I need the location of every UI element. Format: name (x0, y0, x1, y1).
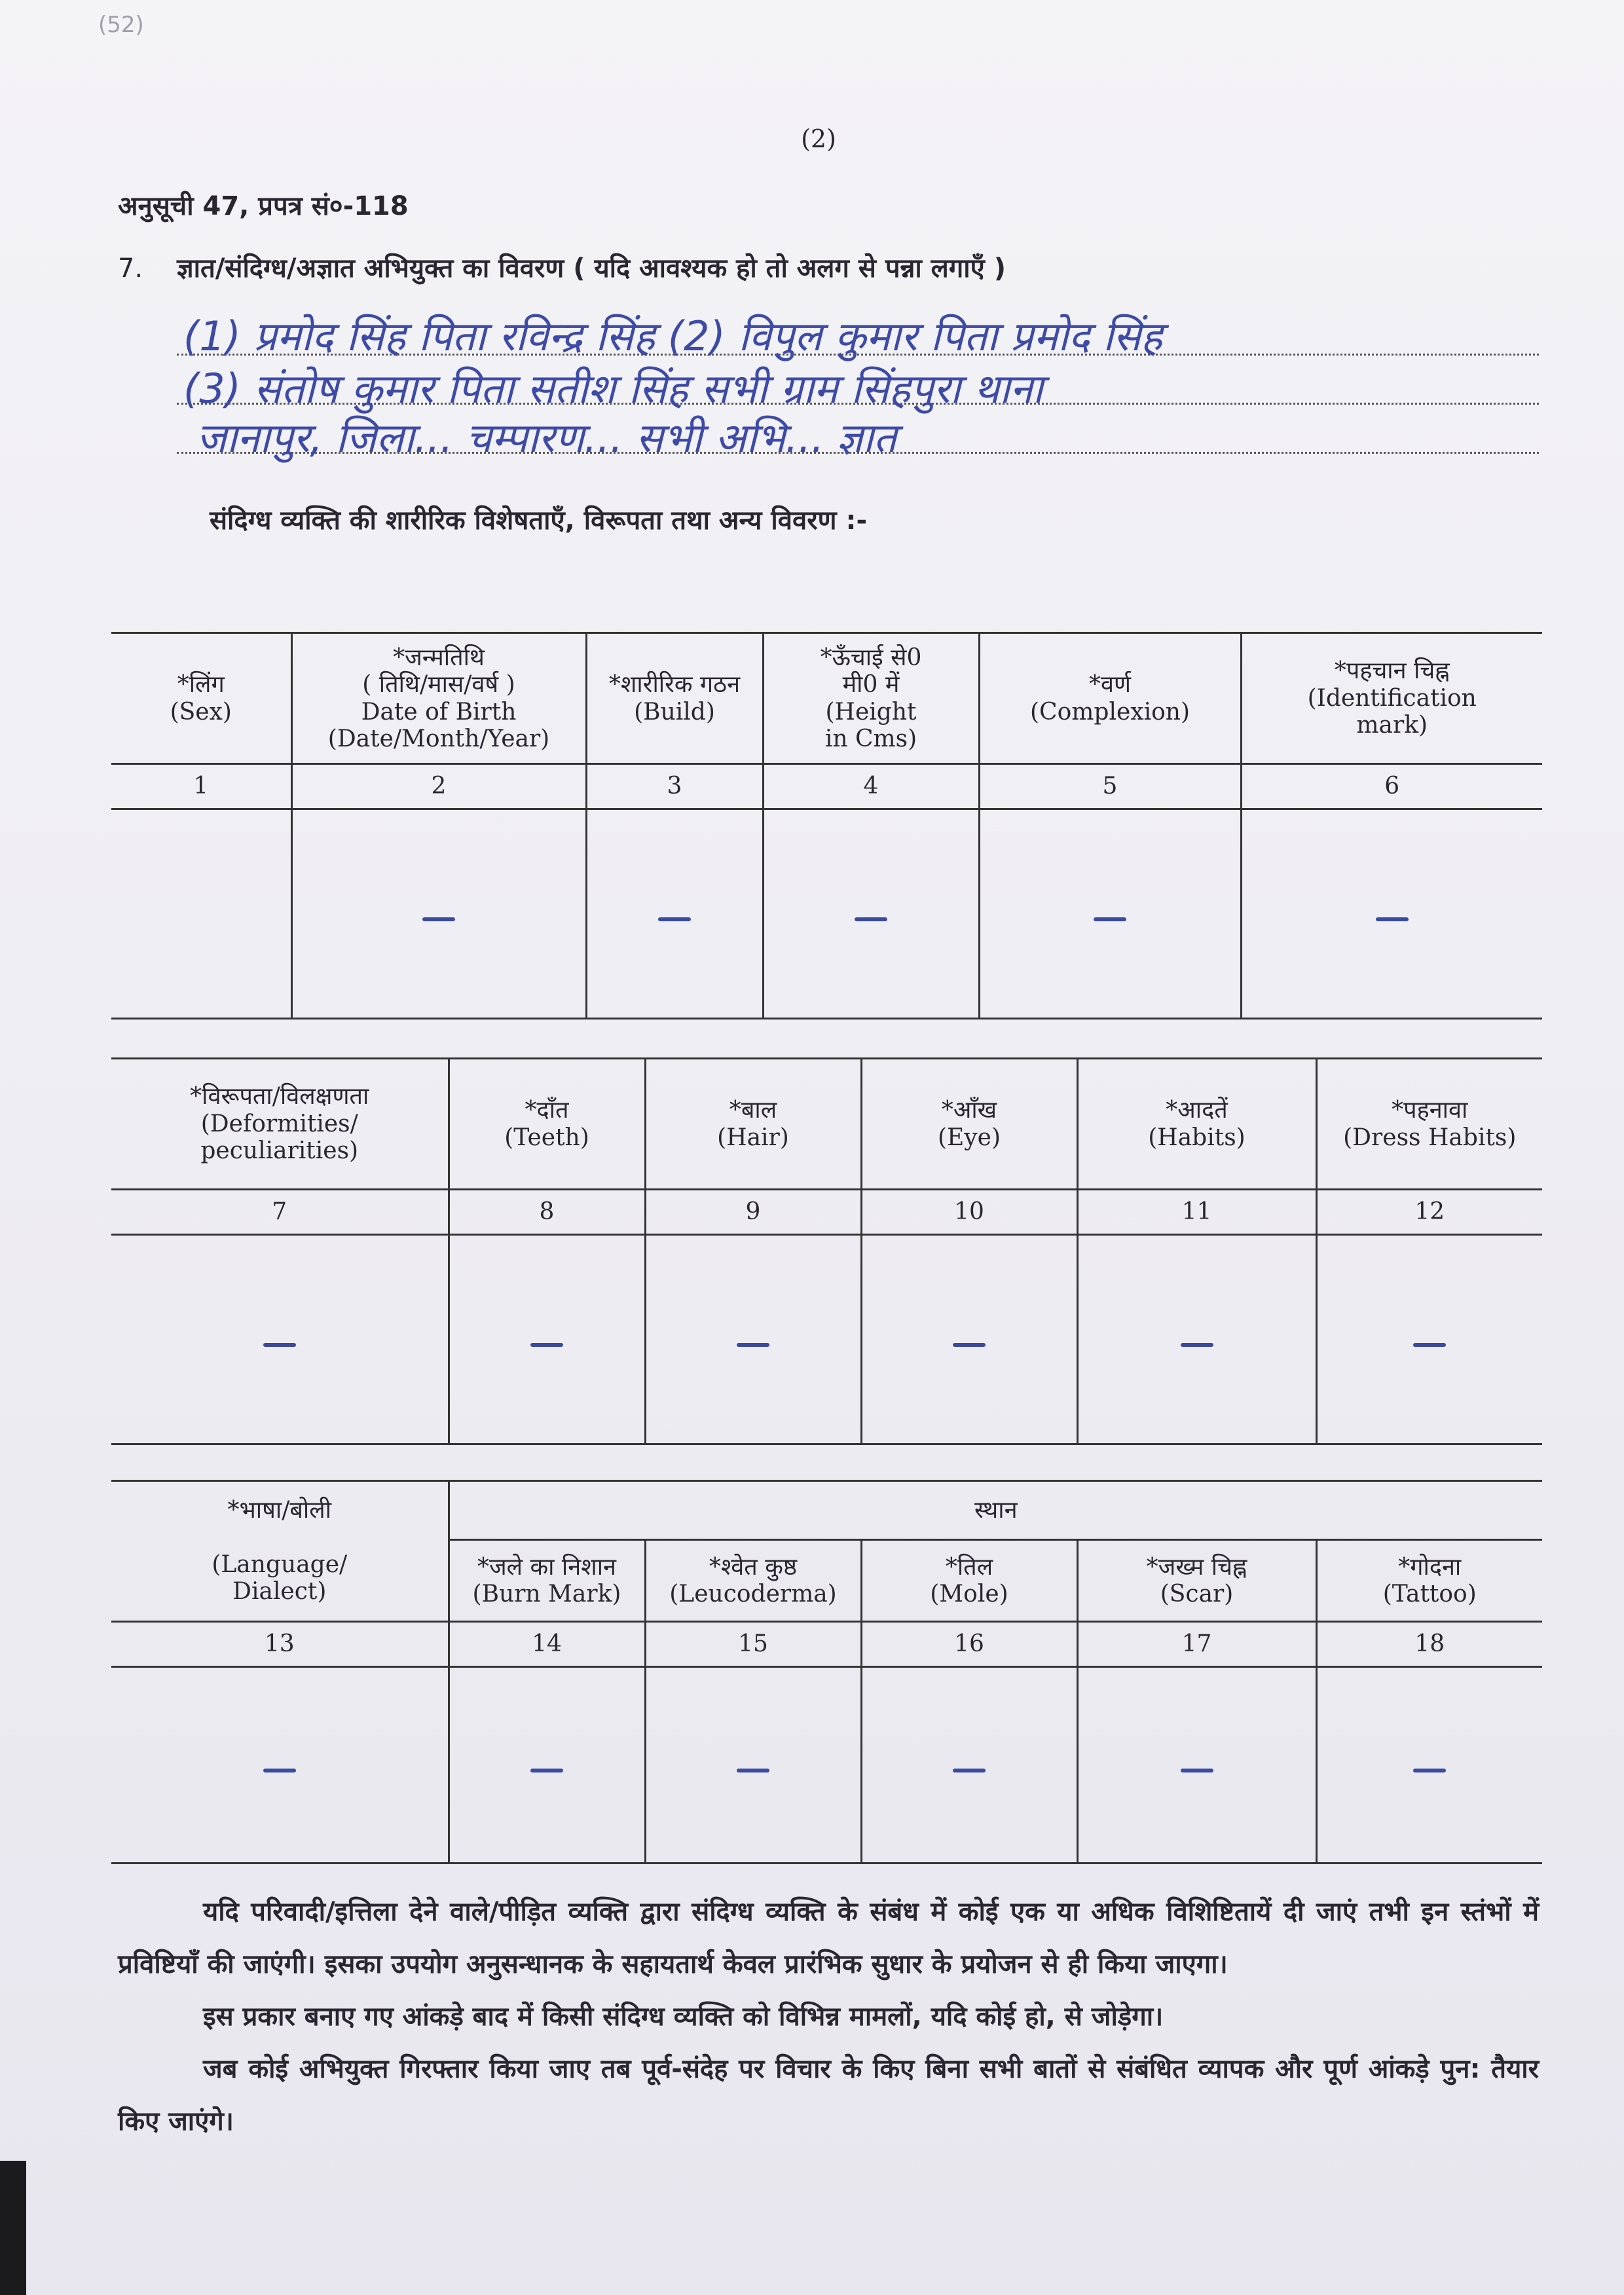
footer-paragraph: जब कोई अभियुक्त गिरफ्तार किया जाए तब पूर्व-संदेह पर विचार के किए बिना सभी बातों से संबंधित व्यापक और पूर्ण आंकड़े पुन: तैयार किए जाएंगे। (118, 2054, 1539, 2137)
col-number: 14 (449, 1622, 645, 1667)
header-burn-mark: *जले का निशान (Burn Mark) (449, 1540, 645, 1622)
cell-leucoderma (645, 1667, 861, 1864)
col-number: 9 (645, 1190, 861, 1235)
dash-mark (953, 1343, 986, 1347)
section-7-heading (118, 249, 1006, 285)
header-dob: *जन्मतिथि ( तिथि/मास/वर्ष ) Date of Birth (Date/Month/Year) (291, 633, 586, 764)
dash-mark (1376, 917, 1409, 921)
header-mole: *तिल (Mole) (861, 1540, 1077, 1622)
cell-teeth (449, 1235, 645, 1444)
cell-dress-habits (1316, 1235, 1542, 1444)
cell-dob (291, 809, 586, 1019)
header-complexion: *वर्ण (Complexion) (979, 633, 1241, 764)
corner-note: (52) (98, 12, 144, 38)
cell-habits (1077, 1235, 1316, 1444)
col-number: 8 (449, 1190, 645, 1235)
dash-mark (1413, 1343, 1446, 1347)
col-number: 4 (763, 764, 979, 809)
col-number: 3 (586, 764, 763, 809)
handwritten-line-2: (3) संतोष कुमार पिता सतीश सिंह सभी ग्राम सिंहपुरा थाना (183, 365, 1043, 413)
col-number: 5 (979, 764, 1241, 809)
cell-tattoo (1316, 1667, 1542, 1864)
dash-mark (658, 917, 691, 921)
cell-complexion (979, 809, 1241, 1019)
dash-mark (1181, 1343, 1213, 1347)
cell-deformities (111, 1235, 449, 1444)
col-number: 7 (111, 1190, 449, 1235)
header-teeth: *दाँत (Teeth) (449, 1059, 645, 1190)
scan-edge (0, 2161, 26, 2295)
schedule-title: अनुसूची 47, प्रपत्र सं०-118 (118, 191, 409, 221)
section-number: 7. (118, 253, 143, 284)
footer-paragraph: यदि परिवादी/इत्तिला देने वाले/पीड़ित व्यक्ति द्वारा संदिग्ध व्यक्ति के संबंध में कोई एक या अधिक विशिष्टितायें दी जाएं तभी इन स्तंभों में प्रविष्टियाँ की जाएंगी। इसका उपयोग अनुसन्धानक के सहायतार्थ केवल प्रारंभिक सुधार के प्रयोजन से ही किया जाएगा। (118, 1897, 1539, 1979)
dash-mark (855, 917, 887, 921)
dash-mark (1181, 1769, 1213, 1772)
table-physical-1 (111, 632, 1542, 1019)
col-number: 13 (111, 1622, 449, 1667)
col-number: 6 (1241, 764, 1542, 809)
col-number: 11 (1077, 1190, 1316, 1235)
dash-mark (530, 1343, 563, 1347)
page-number: (2) (801, 124, 836, 153)
physical-features-heading: संदिग्ध व्यक्ति की शारीरिक विशेषताएँ, विरूपता तथा अन्य विवरण :- (210, 505, 868, 536)
header-scar: *जख्म चिह्न (Scar) (1077, 1540, 1316, 1622)
header-leucoderma: *श्वेत कुष्ठ (Leucoderma) (645, 1540, 861, 1622)
col-number: 18 (1316, 1622, 1542, 1667)
header-height: *ऊँचाई से0 मी0 में (Height in Cms) (763, 633, 979, 764)
col-number: 2 (291, 764, 586, 809)
dash-mark (1094, 917, 1126, 921)
header-habits: *आदतें (Habits) (1077, 1059, 1316, 1190)
cell-mole (861, 1667, 1077, 1864)
header-build: *शारीरिक गठन (Build) (586, 633, 763, 764)
dash-mark (737, 1343, 769, 1347)
col-number: 15 (645, 1622, 861, 1667)
col-number: 12 (1316, 1190, 1542, 1235)
dash-mark (953, 1769, 986, 1772)
cell-height (763, 809, 979, 1019)
handwritten-line-1: (1) प्रमोद सिंह पिता रविन्द्र सिंह (2) विपुल कुमार पिता प्रमोद सिंह (183, 312, 1162, 360)
header-language: *भाषा/बोली (Language/ Dialect) (111, 1481, 449, 1622)
header-dress-habits: *पहनावा (Dress Habits) (1316, 1059, 1542, 1190)
cell-identification (1241, 809, 1542, 1019)
dash-mark (530, 1769, 563, 1772)
table-physical-2 (111, 1057, 1542, 1445)
section-title: ज्ञात/संदिग्ध/अज्ञात अभियुक्त का विवरण ( यदि आवश्यक हो तो अलग से पन्ना लगाएँ ) (177, 253, 1006, 284)
dash-mark (422, 917, 455, 921)
header-hair: *बाल (Hair) (645, 1059, 861, 1190)
header-tattoo: *गोदना (Tattoo) (1316, 1540, 1542, 1622)
header-sex: *लिंग (Sex) (111, 633, 291, 764)
cell-build (586, 809, 763, 1019)
cell-scar (1077, 1667, 1316, 1864)
cell-language (111, 1667, 449, 1864)
col-number: 16 (861, 1622, 1077, 1667)
col-number: 10 (861, 1190, 1077, 1235)
col-number: 1 (111, 764, 291, 809)
footer-notes (118, 1886, 1539, 2148)
cell-hair (645, 1235, 861, 1444)
dash-mark (263, 1343, 296, 1347)
dash-mark (1413, 1769, 1446, 1772)
footer-paragraph: इस प्रकार बनाए गए आंकड़े बाद में किसी संदिग्ध व्यक्ति को विभिन्न मामलों, यदि कोई हो, से जोड़ेगा। (203, 2002, 1164, 2032)
header-deformities: *विरूपता/विलक्षणता (Deformities/ peculiarities) (111, 1059, 449, 1190)
cell-burn-mark (449, 1667, 645, 1864)
cell-sex (111, 809, 291, 1019)
cell-eye (861, 1235, 1077, 1444)
header-place: स्थान (449, 1481, 1542, 1540)
dash-mark (737, 1769, 769, 1772)
dash-mark (263, 1769, 296, 1772)
col-number: 17 (1077, 1622, 1316, 1667)
header-eye: *आँख (Eye) (861, 1059, 1077, 1190)
header-identification: *पहचान चिह्न (Identification mark) (1241, 633, 1542, 764)
handwritten-line-3: जानापुर, जिला... चम्पारण... सभी अभि... ज्ञात (196, 414, 897, 462)
table-physical-3 (111, 1480, 1542, 1864)
